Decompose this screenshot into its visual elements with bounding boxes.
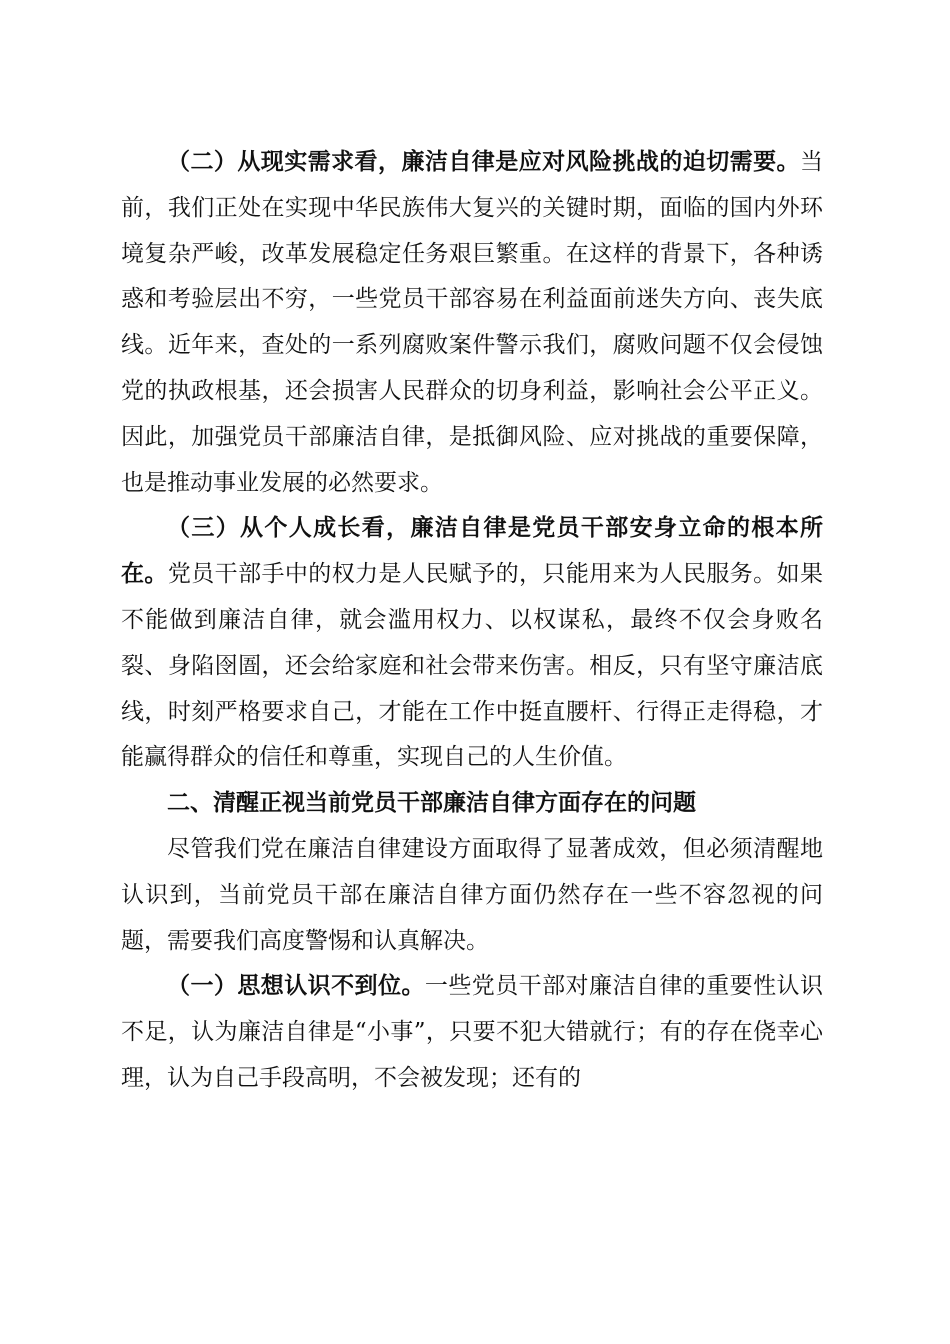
paragraph-realistic-needs bbox=[121, 140, 823, 506]
paragraph-body: 党员干部手中的权力是人民赋予的，只能用来为人民服务。如果不能做到廉洁自律，就会滥用权力、以权谋私，最终不仅会身败名裂、身陷囹圄，还会给家庭和社会带来伤害。相反，只有坚守廉洁底线，时刻严格要求自己，才能在工作中挺直腰杆、行得正走得稳，才能赢得群众的信任和尊重，实现自己的人生价值。 bbox=[121, 561, 824, 771]
paragraph-lead: （三）从个人成长看，廉洁自律是党员干部安身立命的根本所在。 bbox=[121, 515, 823, 588]
paragraph-lead: （二）从现实需求看，廉洁自律是应对风险挑战的迫切需要。 bbox=[167, 149, 800, 175]
paragraph-ideological-awareness bbox=[121, 964, 823, 1101]
document-page bbox=[121, 140, 823, 1102]
section-intro: 尽管我们党在廉洁自律建设方面取得了显著成效，但必须清醒地认识到，当前党员干部在廉洁自律方面仍然存在一些不容忽视的问题，需要我们高度警惕和认真解决。 bbox=[121, 835, 823, 954]
paragraph-lead: （一）思想认识不到位。 bbox=[167, 973, 425, 1000]
paragraph-body: 当前，我们正处在实现中华民族伟大复兴的关键时期，面临的国内外环境复杂严峻，改革发展稳定任务艰巨繁重。在这样的背景下，各种诱惑和考验层出不穷，一些党员干部容易在利益面前迷失方向、丧失底线。近年来，查处的一系列腐败案件警示我们，腐败问题不仅会侵蚀党的执政根基，还会损害人民群众的切身利益，影响社会公平正义。因此，加强党员干部廉洁自律，是抵御风险、应对挑战的重要保障，也是推动事业发展的必然要求。 bbox=[121, 149, 823, 496]
paragraph-body: 一些党员干部对廉洁自律的重要性认识不足，认为廉洁自律是“小事”，只要不犯大错就行；有的存在侥幸心理，认为自己手段高明，不会被发现；还有的 bbox=[121, 973, 824, 1091]
section-heading: 二、清醒正视当前党员干部廉洁自律方面存在的问题 bbox=[167, 790, 696, 817]
paragraph-personal-growth bbox=[121, 506, 823, 781]
